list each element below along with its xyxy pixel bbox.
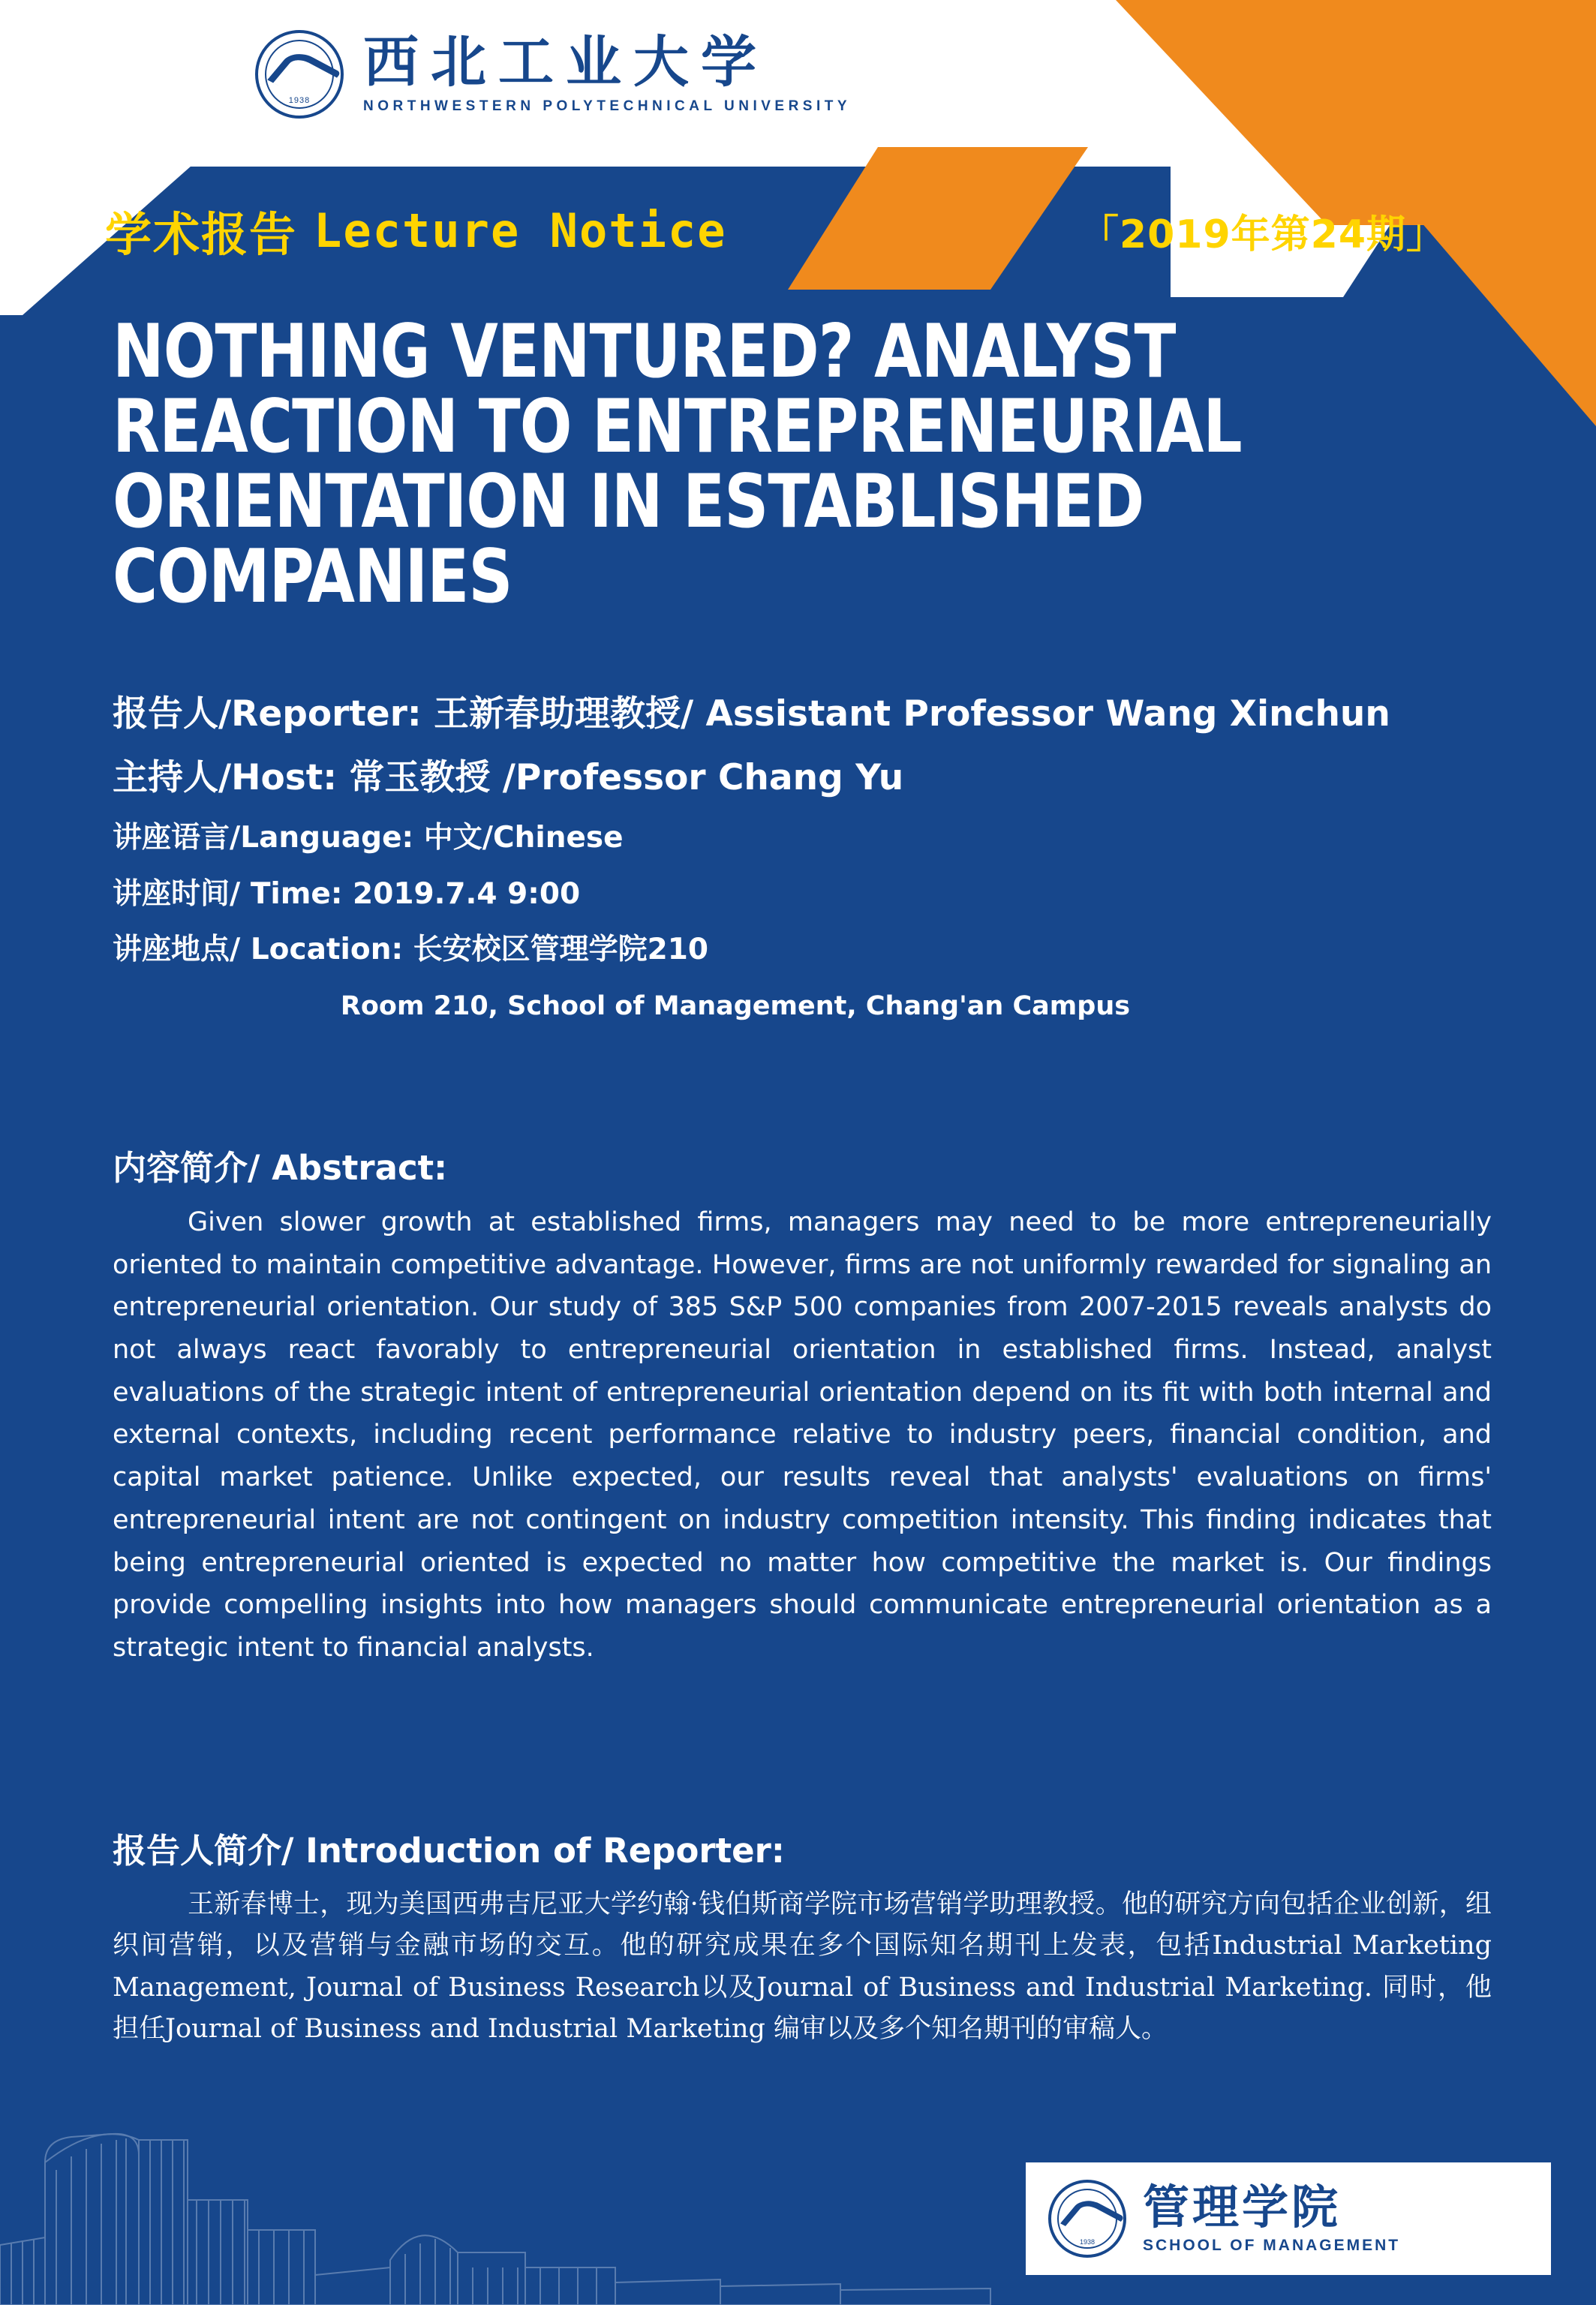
info-time: 讲座时间/ Time: 2019.7.4 9:00: [113, 876, 581, 911]
abstract-body: Given slower growth at established firms, managers may need to be more entrepreneurially oriented to maintain competitive advantage. However, firms are not uniformly rewarded for signaling an entrepreneurial orientation. Our study of 385 S&P 500 companies from 2007-2015 reveals analysts do not always react favorably to entrepreneurial orientation in established firms. Instead, analyst evaluations of the strategic intent of entrepreneurial orientation depend on its fit with both internal and external contexts, including recent performance relative to industry peers, financial condition, and capital market patience. Unlike expected, our results reveal that analysts' evaluations on firms' entrepreneurial intent are not contingent on industry competition intensity. This finding indicates that being entrepreneurial oriented is expected no matter how competitive the market is. Our findings provide compelling insights into how managers should communicate entrepreneurial orientation as a strategic intent to financial analysts.: [113, 1207, 1492, 1663]
university-seal-icon: [255, 30, 344, 119]
abstract-section: [113, 1140, 1492, 1669]
info-location-en: Room 210, School of Management, Chang'an Campus: [340, 990, 1131, 1021]
lecture-notice-header: [105, 189, 1506, 272]
school-of-management-logo: [1026, 2162, 1551, 2275]
university-name-en: NORTHWESTERN POLYTECHNICAL UNIVERSITY: [363, 98, 852, 114]
header-title-cn: 学术报告: [105, 206, 298, 262]
school-seal-text: 1938: [1079, 2238, 1096, 2246]
university-seal-text: 1938: [288, 96, 311, 105]
lecture-info-block: [113, 690, 1493, 1021]
info-location: 讲座地点/ Location: 长安校区管理学院210: [113, 933, 709, 967]
header-title-en: Lecture Notice: [314, 203, 727, 258]
reporter-intro-section: [113, 1823, 1492, 2050]
school-name-en: SCHOOL OF MANAGEMENT: [1143, 2236, 1401, 2254]
school-seal-icon: [1048, 2180, 1126, 2258]
reporter-intro-heading: 报告人简介/ Introduction of Reporter:: [113, 1831, 785, 1871]
page-title: NOTHING VENTURED? ANALYST REACTION TO ENTREPRENEURIAL ORIENTATION IN ESTABLISHED COMPANIES: [113, 309, 1242, 620]
info-reporter: 报告人/Reporter: 王新春助理教授/ Assistant Professor Wang Xinchun: [113, 693, 1390, 735]
school-name-cn: 管理学院: [1143, 2180, 1342, 2235]
university-logo: [255, 30, 851, 119]
header-issue-number: 「2019年第24期」: [1079, 212, 1446, 257]
university-name-cn: 西北工业大学: [363, 30, 768, 95]
info-host: 主持人/Host: 常玉教授 /Professor Chang Yu: [113, 757, 904, 799]
info-language: 讲座语言/Language: 中文/Chinese: [113, 820, 624, 855]
reporter-intro-body: 王新春博士，现为美国西弗吉尼亚大学约翰·钱伯斯商学院市场营销学助理教授。他的研究方向包括企业创新，组织间营销，以及营销与金融市场的交互。他的研究成果在多个国际知名期刊上发表，包括Industrial Marketing Management, Journal of Business Research以及Journal of Business and Industrial Marketing. 同时，他担任Journal of Business and Industrial Marketing 编审以及多个知名期刊的审稿人。: [113, 1889, 1492, 2044]
abstract-heading: 内容简介/ Abstract:: [113, 1148, 448, 1188]
